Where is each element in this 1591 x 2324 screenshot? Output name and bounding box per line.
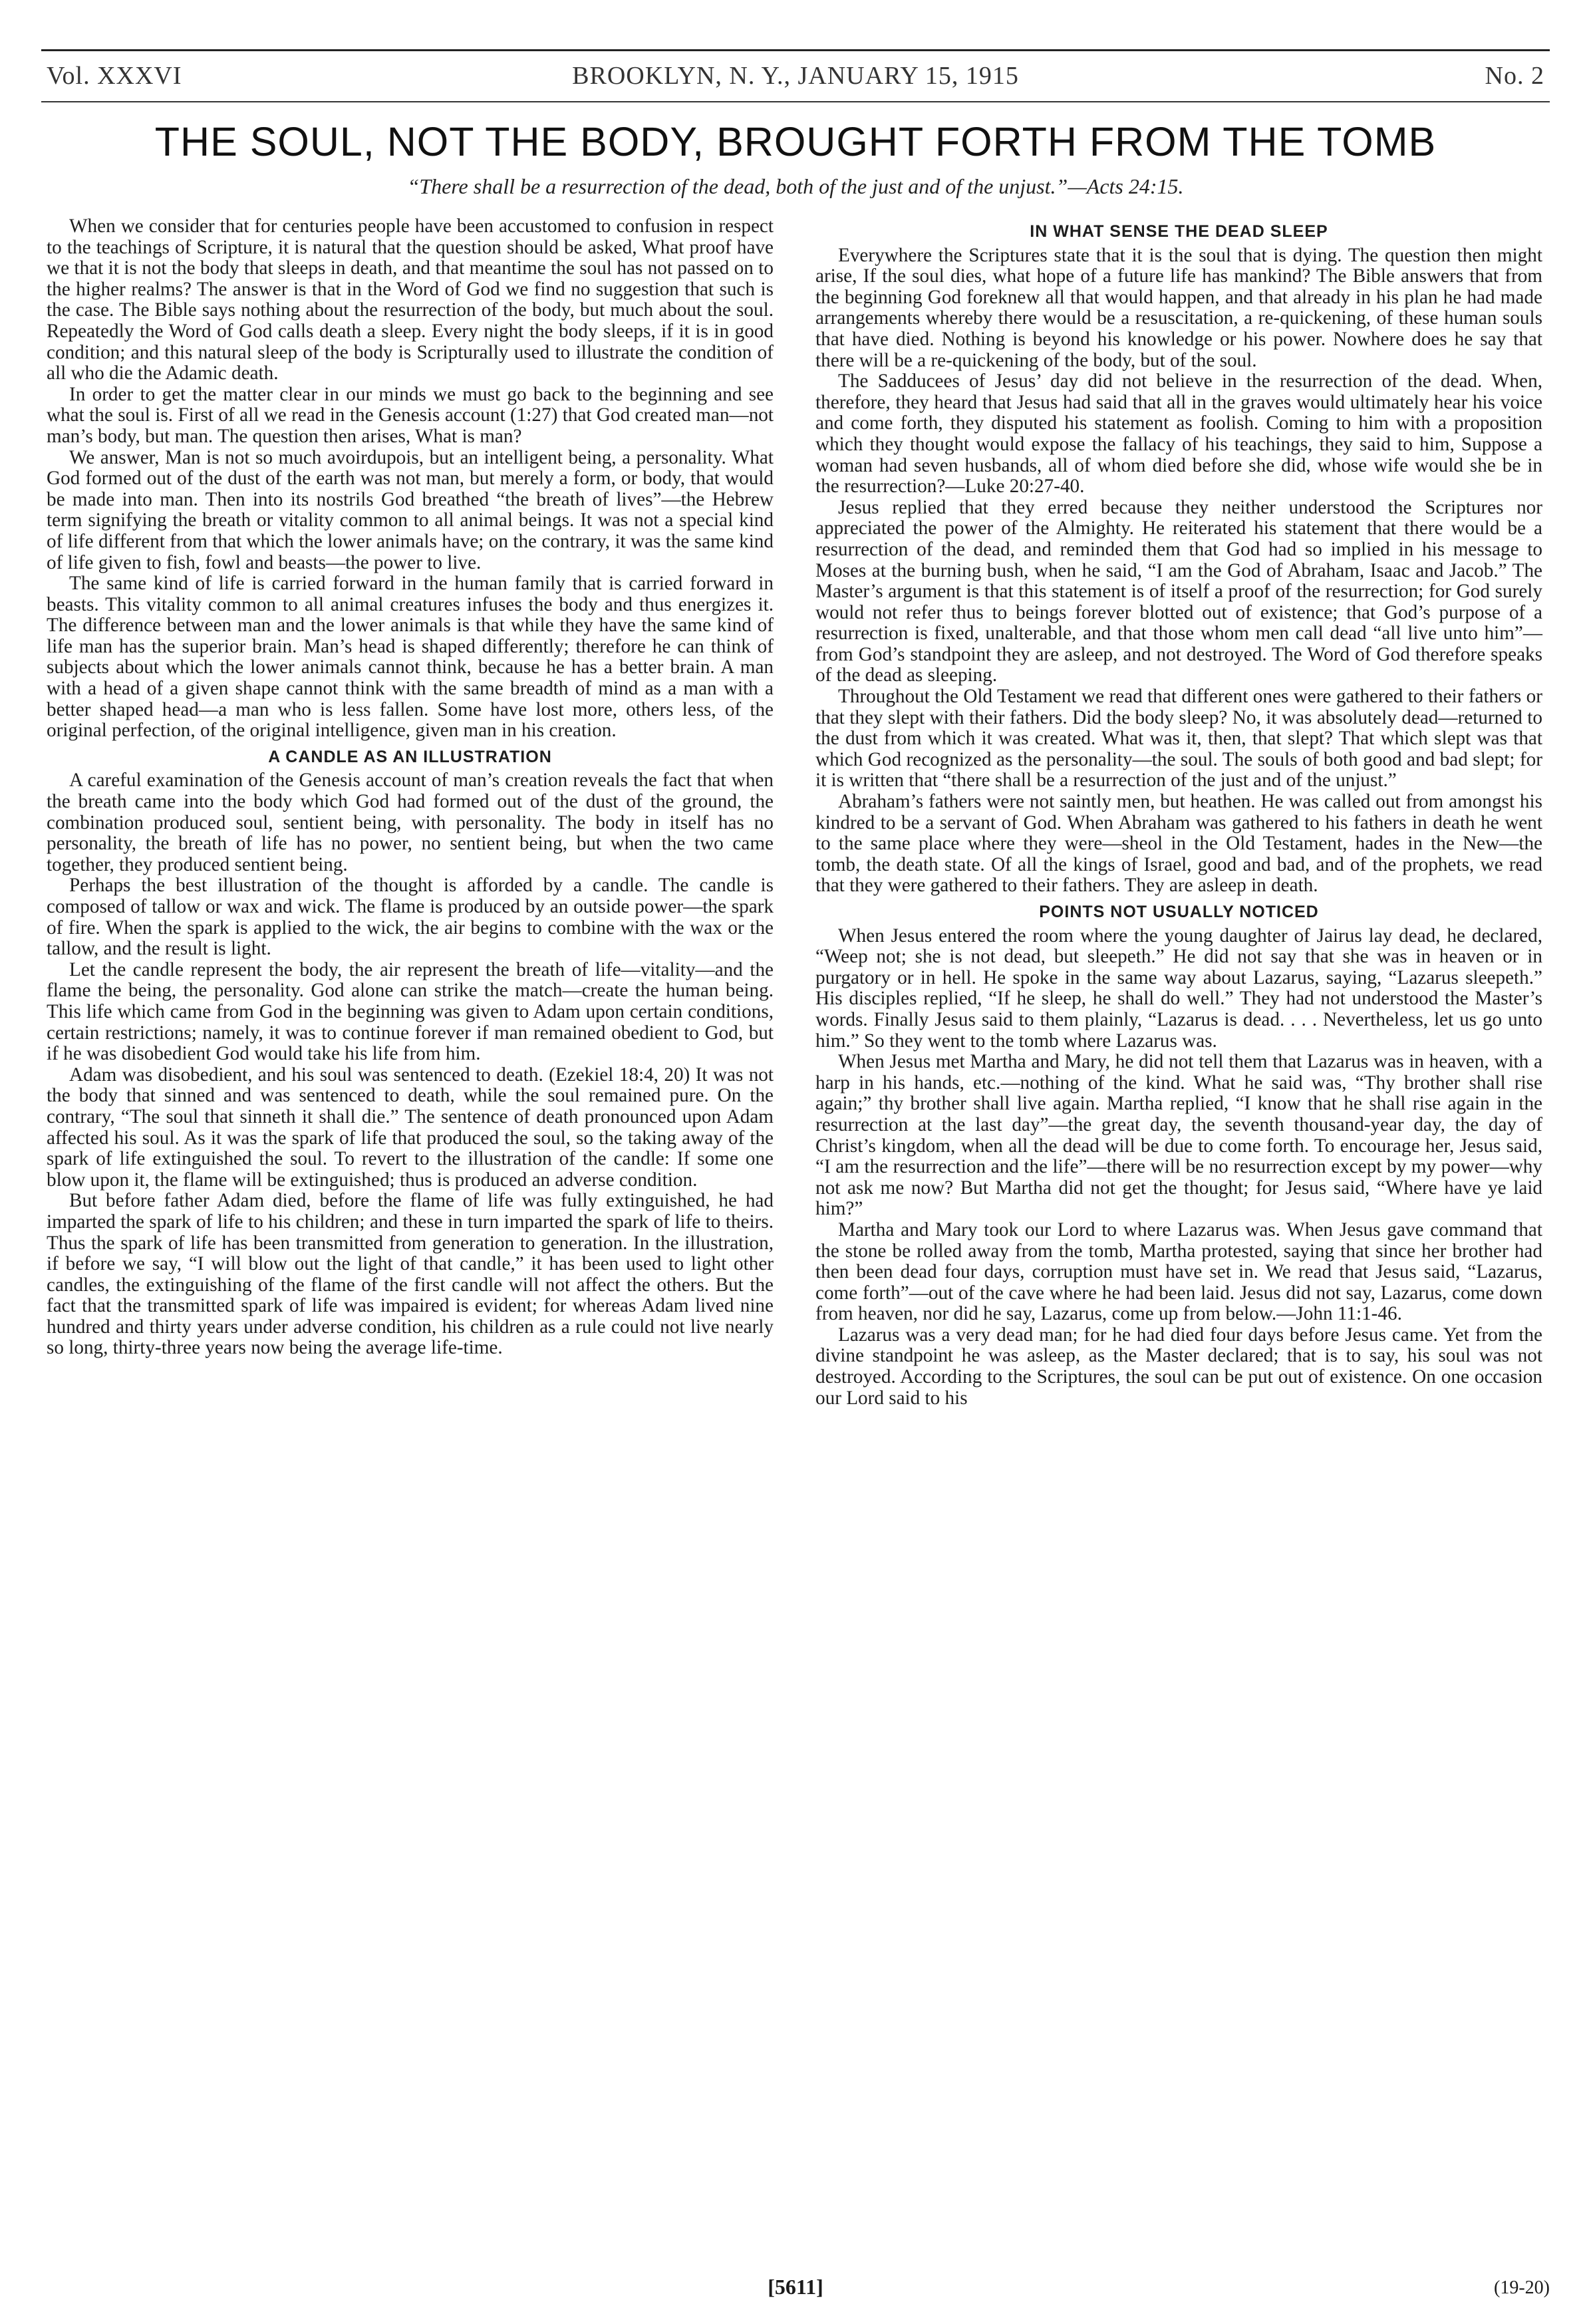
article-epigraph: “There shall be a resurrection of the dead, both of the just and of the unjust.”—Acts 24:15. [407,174,1184,198]
paragraph: The Sadducees of Jesus’ day did not believe in the resurrection of the dead. When, therefore, they heard that Jesus had said that all in the graves would ultimately hear his voice and come forth, they disputed his statement as foolish. Coming to him with a proposition which they thought would expose the fallacy of his teachings, they said to him, Suppose a woman had seven husbands, all of whom died before she did, whose wife would she be in the resurrection?—Luke 20:27-40. [815,370,1542,498]
right-column [815,216,1542,1409]
paragraph: Adam was disobedient, and his soul was sentenced to death. (Ezekiel 18:4, 20) It was not the body that sinned and was sentenced to death, while the soul remained pure. On the contrary, “The soul that sinneth it shall die.” The sentence of death pronounced upon Adam affected his soul. As it was the spark of life that produced the soul, so the taking away of the spark of life extinguished the soul. To revert to the illustration of the candle: If some one blow upon it, the flame will be extinguished; thus is produced an adverse condition. [47,1064,774,1191]
paragraph: Everywhere the Scriptures state that it is the soul that is dying. The question then might arise, If the soul dies, what hope of a future life has mankind? The Bible answers that from the beginning God foreknew all that would happen, and that already in his plan he had made arrangements whereby there would be a resuscitation, a re-quickening, of these human souls that have died. Nothing is beyond his knowledge or his power. Nowhere does he say that there will be a re-quickening of the body, but of the soul. [815,244,1542,371]
masthead [47,61,1544,101]
page-number: [5611] [768,2275,823,2299]
section-heading: POINTS NOT USUALLY NOTICED [1039,903,1319,921]
footer-code: (19-20) [1494,2277,1550,2298]
paragraph: When Jesus entered the room where the young daughter of Jairus lay dead, he declared, “Weep not; she is not dead, but sleepeth.” He did not say that she was in heaven or in purgatory or in hell. He spoke in the same way about Lazarus, saying, “Lazarus sleepeth.” His disciples replied, “If he sleep, he shall do well.” They had not understood the Master’s words. Finally Jesus said to them plainly, “Lazarus is dead. . . . Nevertheless, let us go unto him.” So they went to the tomb where Lazarus was. [815,925,1542,1052]
place-date: BROOKLYN, N. Y., JANUARY 15, 1915 [572,62,1019,90]
issue-number: No. 2 [1485,62,1544,90]
masthead-top-rule [41,49,1550,51]
section-heading: IN WHAT SENSE THE DEAD SLEEP [1030,222,1328,241]
paragraph: When we consider that for centuries people have been accustomed to confusion in respect to the teachings of Scripture, it is natural that the question should be asked, What proof have we that it is not the body that sleeps in death, and that meantime the soul has not passed on to the higher realms? The answer is that in the Word of God we find no suggestion that such is the case. The Bible says nothing about the resurrection of the body, but much about the soul. Repeatedly the Word of God calls death a sleep. Every night the body sleeps, if it is in good condition; and this natural sleep of the body is Scripturally used to illustrate the condition of all who die the Adamic death. [47,216,774,384]
paragraph: Abraham’s fathers were not saintly men, but heathen. He was called out from amongst his kindred to be a servant of God. When Abraham was gathered to his fathers in death he went to the same place where they were—sheol in the Old Testament, hades in the New—the tomb, the death state. Of all the kings of Israel, good and bad, and of the prophets, we read that they were gathered to their fathers. They are asleep in death. [815,791,1542,897]
paragraph: Lazarus was a very dead man; for he had died four days before Jesus came. Yet from the divine standpoint he was asleep, as the Master declared; that is to say, his soul was not destroyed. According to the Scriptures, the soul can be put out of existence. On one occasion our Lord said to his [815,1324,1542,1409]
left-column [47,216,774,1359]
paragraph: A careful examination of the Genesis account of man’s creation reveals the fact that when the breath came into the body which God had formed out of the dust of the ground, the combination produced soul, sentient being, with personality. The body in itself has no personality, the breath of life has no power, no sentient being, but when the two came together, they produced sentient being. [47,770,774,875]
page-footer [41,2275,1550,2301]
paragraph: When Jesus met Martha and Mary, he did not tell them that Lazarus was in heaven, with a harp in his hands, etc.—nothing of the kind. What he said was, “Thy brother shall rise again;” thy brother shall live again. Martha replied, “I know that he shall rise again in the resurrection at the last day”—the great day, the seventh thousand-year day, the day of Christ’s kingdom, when all the dead will be due to come forth. To encourage her, Jesus said, “I am the resurrection and the life”—there will be no resurrection except by my power—why not ask me now? But Martha did not get the thought; for Jesus said, “Where have ye laid him?” [815,1051,1542,1220]
paragraph: But before father Adam died, before the flame of life was fully extinguished, he had imparted the spark of life to his children; and these in turn imparted the spark of life to theirs. Thus the spark of life has been transmitted from generation to generation. In the illustration, if before we say, “I will blow out the light of that candle,” it has been used to light other candles, the extinguishing of the flame of the first candle will not affect the others. But the fact that the transmitted spark of life was impaired is evident; for whereas Adam lived nine hundred and thirty years under adverse condition, his children as a rule could not live nearly so long, thirty-three years now being the average life-time. [47,1190,774,1359]
paragraph: Martha and Mary took our Lord to where Lazarus was. When Jesus gave command that the stone be rolled away from the tomb, Martha protested, saying that since her brother had then been dead four days, corruption must have set in. We read that Jesus said, “Lazarus, come forth”—out of the cave where he had been laid. Jesus did not say, Lazarus, come down from heaven, nor did he say, Lazarus, come up from below.—John 11:1-46. [815,1219,1542,1325]
paragraph: In order to get the matter clear in our minds we must go back to the beginning and see what the soul is. First of all we read in the Genesis account (1:27) that God created man—not man’s body, but man. The question then arises, What is man? [47,383,774,447]
article-headline: THE SOUL, NOT THE BODY, BROUGHT FORTH FROM THE TOMB [154,119,1437,164]
paragraph: Jesus replied that they erred because they neither understood the Scriptures nor appreciated the power of the Almighty. He reiterated his statement that there would be a resurrection of the dead, and reminded them that God had so implied in his message to Moses at the burning bush, when he said, “I am the God of Abraham, Isaac and Jacob.” The Master’s argument is that this statement is of itself a proof of the resurrection; for God surely would not refer thus to beings forever blotted out of existence; that God’s purpose of a resurrection is fixed, unalterable, and that those whom men call dead “all live unto him”—from God’s standpoint they are asleep, and not destroyed. The Word of God therefore speaks of the dead as sleeping. [815,496,1542,686]
volume-label: Vol. XXXVI [47,62,182,90]
paragraph: Perhaps the best illustration of the thought is afforded by a candle. The candle is composed of tallow or wax and wick. The flame is produced by an outside power—the spark of fire. When the spark is applied to the wick, the air begins to combine with the wax or the tallow, and the result is light. [47,875,774,960]
paragraph: Let the candle represent the body, the air represent the breath of life—vitality—and the flame the being, the personality. God alone can strike the match—create the human being. This life which came from God in the beginning was given to Adam upon certain conditions, certain restrictions; namely, it was to continue forever if man remained obedient to God, but if he was disobedient God would take his life from him. [47,958,774,1065]
paragraph: Throughout the Old Testament we read that different ones were gathered to their fathers or that they slept with their fathers. Did the body sleep? No, it was absolutely dead—returned to the dust from which it was created. What was it, then, that slept? That which slept was that which God recognized as the personality—the soul. The souls of both good and bad slept; for it is written that “there shall be a resurrection of the just and of the unjust.” [815,686,1542,792]
section-heading: A CANDLE AS AN ILLUSTRATION [268,747,552,766]
masthead-bottom-rule [41,101,1550,102]
paragraph: We answer, Man is not so much avoirdupois, but an intelligent being, a personality. What God formed out of the dust of the earth was not man, but merely a form, or body, that would be made into man. Then into its nostrils God breathed “the breath of lives”—the Hebrew term signifying the breath or vitality common to all animal beings. It was not a special kind of life different from that which the lower animals have; on the contrary, it was the same kind of life given to fish, fowl and beasts—the power to live. [47,446,774,573]
paragraph: The same kind of life is carried forward in the human family that is carried forward in beasts. This vitality common to all animal creatures infuses the body and thus energizes it. The difference between man and the lower animals is that while they have the same kind of life man has the superior brain. Man’s head is shaped differently; therefore he can think of subjects about which the lower animals cannot think, because he has a better brain. A man with a head of a given shape cannot think with the same breadth of mind as a man with a better shaped head—a man who is less fallen. Some have lost more, others less, of the original perfection, of the original intelligence, given man in his creation. [47,573,774,742]
